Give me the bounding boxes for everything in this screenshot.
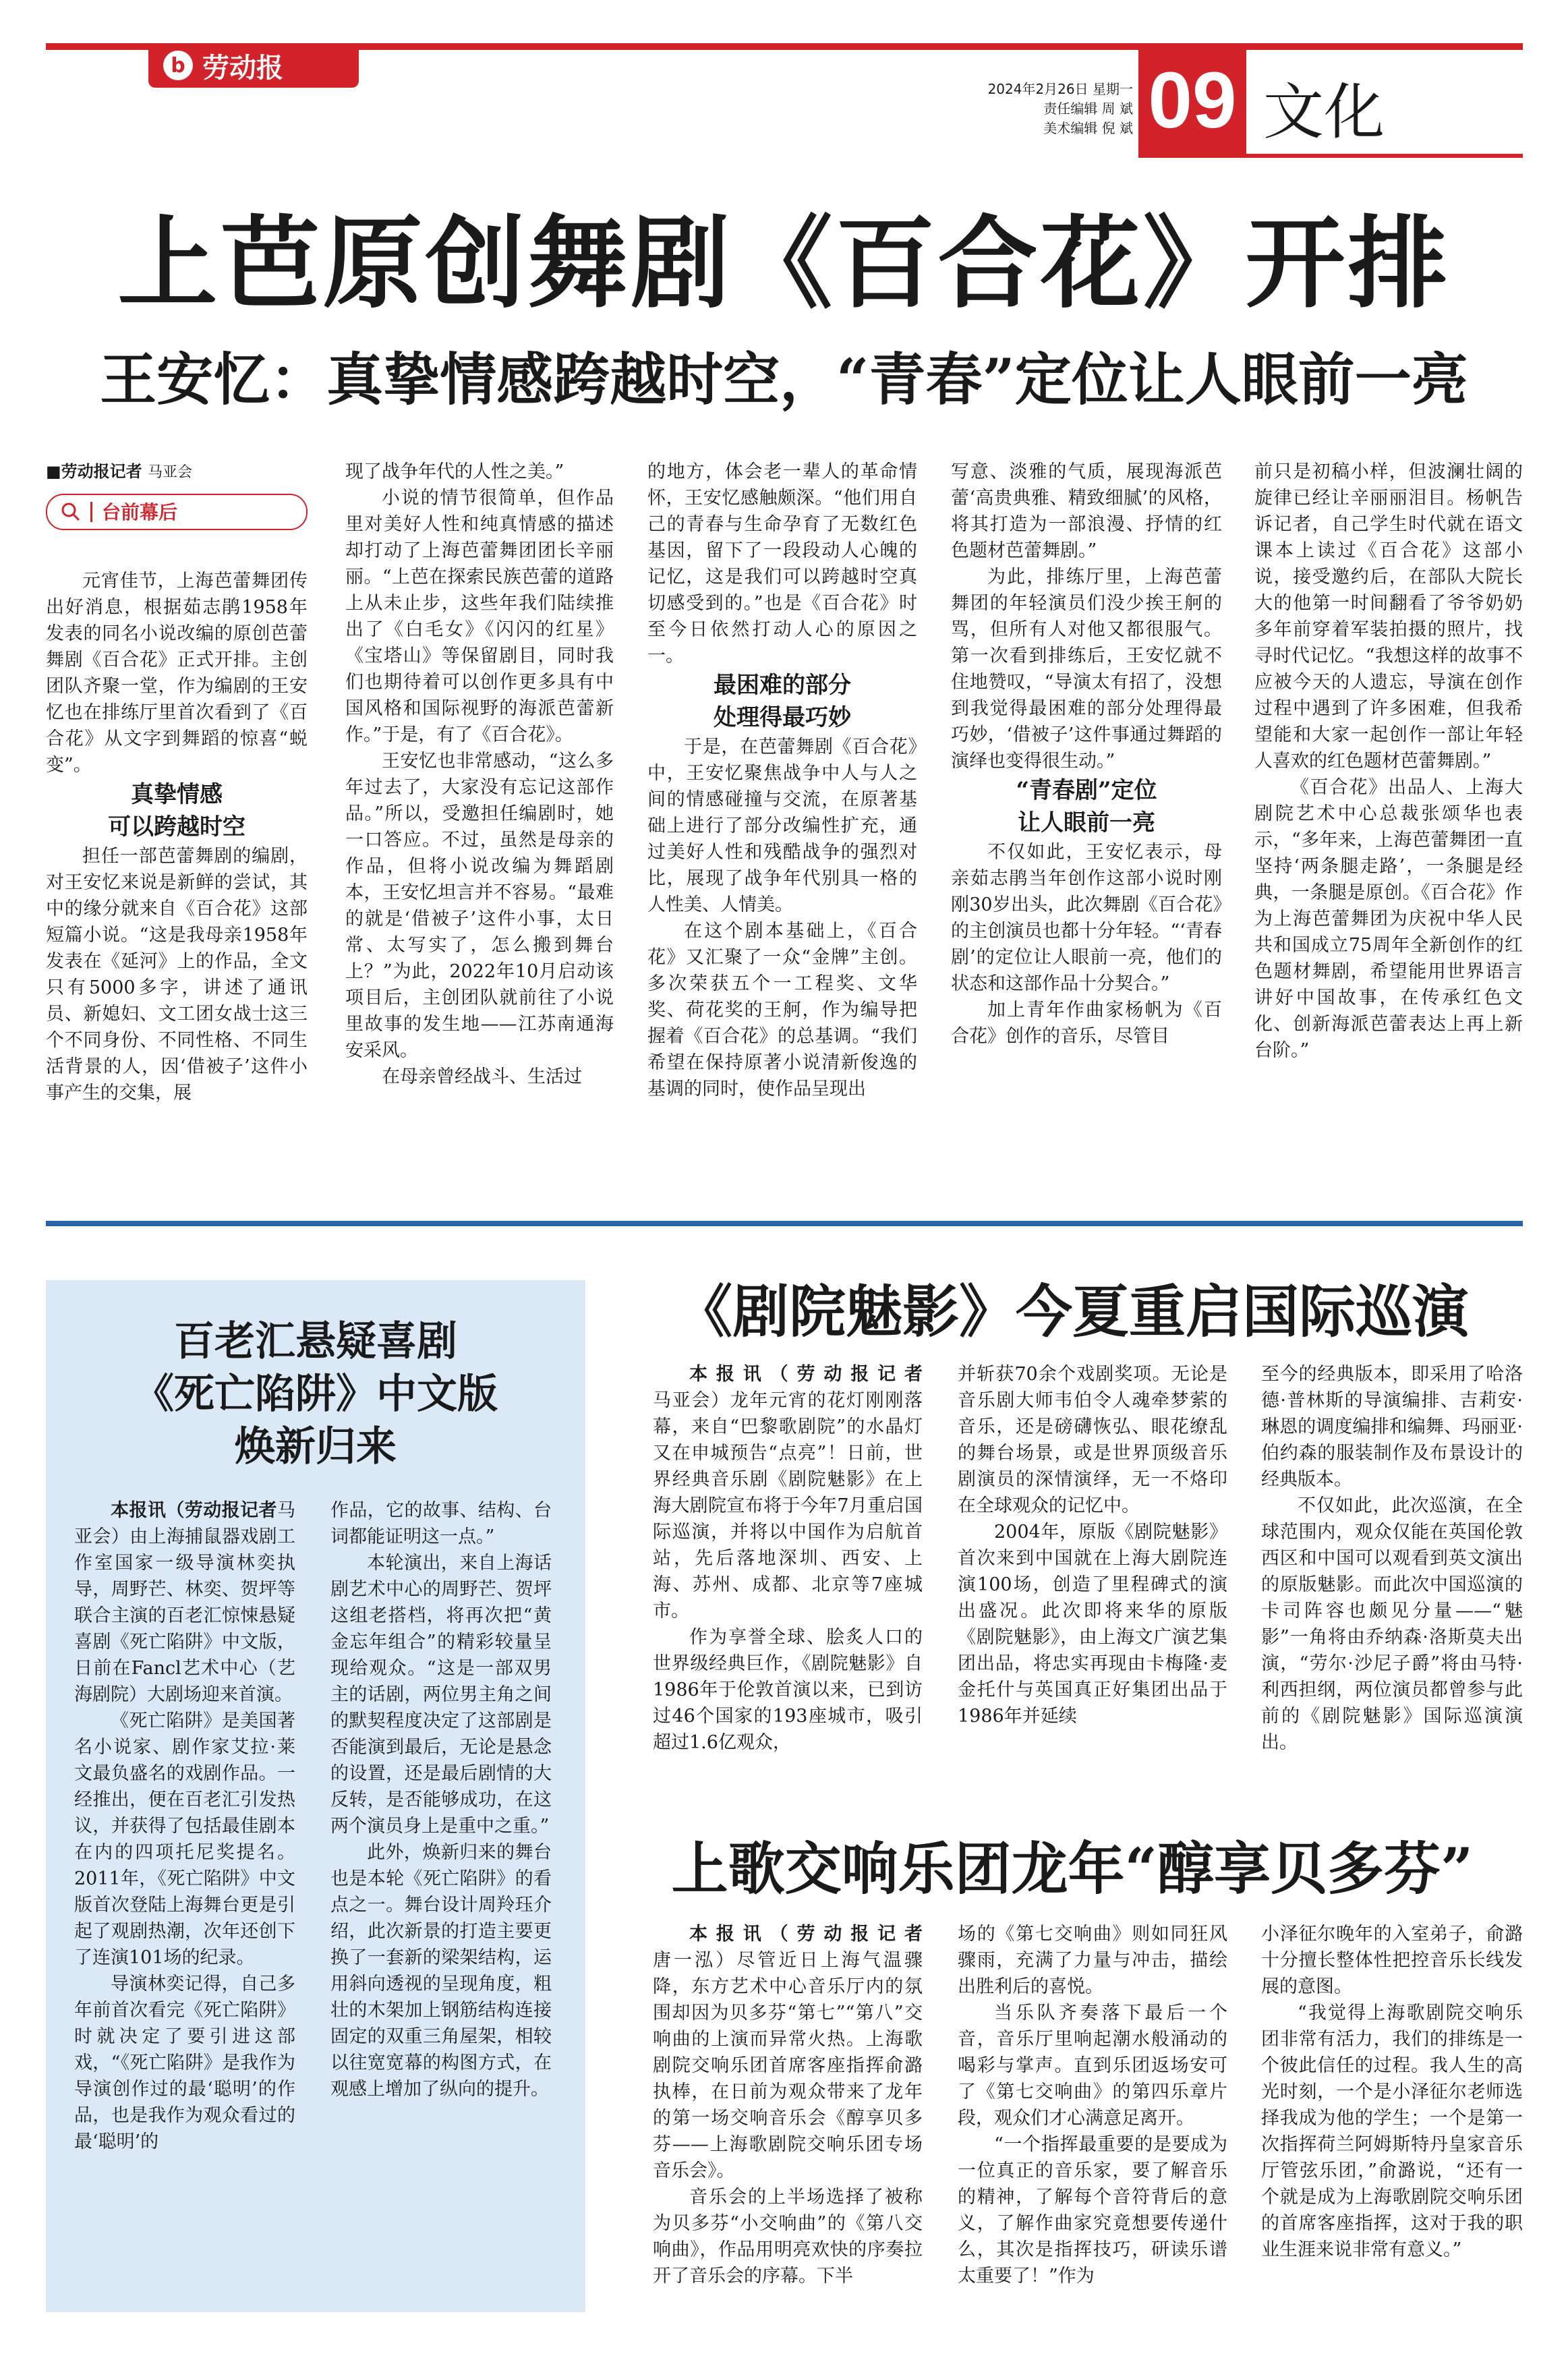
main-headline: 上芭原创舞剧《百合花》开排	[117, 204, 1451, 322]
paragraph: 场的《第七交响曲》则如同狂风骤雨，充满了力量与冲击，描绘出胜利后的喜悦。	[958, 1924, 1227, 1997]
paragraph: 不仅如此，王安忆表示，母亲茹志鹃当年创作这部小说时刚刚30岁出头，此次舞剧《百合花》的主创演员也都十分年轻。“‘青春剧’的定位让人眼前一亮，他们的状态和这部作品十分契合。”	[951, 842, 1222, 994]
paragraph: 小泽征尔晚年的入室弟子，俞潞十分擅长整体性把控音乐长线发展的意图。	[1261, 1924, 1523, 1997]
paragraph: 此外，焕新归来的舞台也是本轮《死亡陷阱》的看点之一。舞台设计周羚珏介绍，此次新景的打造主要更换了一套新的梁架结构，运用斜向透视的呈现角度，粗壮的木架加上钢筋结构连接固定的双重三角屋架，相较以往宽宽幕的构图方式，在观感上增加了纵向的提升。	[330, 1842, 552, 2100]
paragraph: 在母亲曾经战斗、生活过	[382, 1066, 582, 1087]
search-icon	[61, 502, 81, 522]
article1-column-5	[1254, 459, 1523, 1064]
paragraph: 不仅如此，此次巡演，在全球范围内，观众仅能在英国伦敦西区和中国可以观看到英文演出的原版魅影。而此次中国巡演的卡司阵容也颇见分量——“魅影”一角将由乔纳森·洛斯莫夫出演，“劳尔·沙尼子爵”将由马特·利西担纲，两位演员都曾参与此前的《剧院魅影》国际巡演演出。	[1261, 1495, 1523, 1753]
byline	[46, 459, 308, 486]
issue-date: 2024年2月26日 星期一	[987, 81, 1133, 97]
article1-column-1	[46, 459, 308, 1106]
paragraph: 作品，它的故事、结构、台词都能证明这一点。”	[330, 1500, 552, 1547]
lead-label: 本报讯（劳动报记者	[689, 1924, 923, 1945]
lead-label: 本报讯（劳动报记者	[111, 1500, 277, 1521]
article4-headline: 上歌交响乐团龙年“醇享贝多芬”	[671, 1835, 1474, 1902]
section-underline	[1246, 154, 1523, 158]
article3-headline: 《剧院魅影》今夏重启国际巡演	[675, 1278, 1469, 1345]
paragraph: 小说的情节很简单，但作品里对美好人性和纯真情感的描述却打动了上海芭蕾舞团团长辛丽丽。“上芭在探索民族芭蕾的道路上从未止步，这些年我们陆续推出了《白毛女》《闪闪的红星》《宝塔山》等保留剧目，同时我们也期待着可以创作更多具有中国风格和国际视野的海派芭蕾新作。”于是，有了《百合花》。	[345, 488, 614, 745]
byline-name: 马亚会	[148, 464, 193, 481]
section-title: 文化	[1263, 76, 1385, 148]
paragraph: “一个指挥最重要的是要成为一位真正的音乐家，要了解音乐的精神，了解每个音符背后的意义，了解作曲家究竟想要传递什么，其次是指挥技巧，研读乐谱太重要了！”作为	[958, 2134, 1227, 2287]
paragraph: 在这个剧本基础上，《百合花》又汇聚了一众“金牌”主创。多次荣获五个一工程奖、文华奖、荷花奖的王舸，作为编导把握着《百合花》的总基调。“我们希望在保持原著小说清新俊逸的基调的同时，使作品呈现出	[647, 921, 917, 1099]
paragraph: 并斩获70余个戏剧奖项。无论是音乐剧大师韦伯令人魂牵梦萦的音乐，还是磅礴恢弘、眼花缭乱的舞台场景，或是世界顶级音乐剧演员的深情演绎，无一不烙印在全球观众的记忆中。	[958, 1364, 1227, 1516]
article4-column-3	[1261, 1921, 1523, 2263]
article3-column-1	[653, 1361, 923, 1756]
paragraph: 现了战争年代的人性之美。”	[345, 461, 564, 482]
paragraph: 尽管近日上海气温骤降，东方艺术中心音乐厅内的氛围却因为贝多芬“第七”“第八”交响曲的上演而异常火热。上海歌剧院交响乐团首席客座指挥俞潞执棒，在日前为观众带来了龙年的第一场交响音乐会《醇享贝多芬——上海歌剧院交响乐团专场音乐会》。	[653, 1950, 923, 2181]
paragraph: 《死亡陷阱》是美国著名小说家、剧作家艾拉·莱文最负盛名的戏剧作品。一经推出，便在百老汇引发热议，并获得了包括最佳剧本在内的四项托尼奖提名。2011年，《死亡陷阱》中文版首次登陆上海舞台更是引起了观剧热潮，次年还创下了连演101场的纪录。	[74, 1711, 295, 1968]
subheading: 真挚情感 可以跨越时空	[108, 781, 245, 840]
lead	[653, 1921, 923, 2184]
paragraph: 前只是初稿小样，但波澜壮阔的旋律已经让辛丽丽泪目。杨帆告诉记者，自己学生时代就在语文课本上读过《百合花》这部小说，接受邀约后，在部队大院长大的他第一时间翻看了爷爷奶奶多年前穿着军装拍摄的照片，找寻时代记忆。“我想这样的故事不应被今天的人遗忘，导演在创作过程中遇到了许多困难，但我希望能和大家一起创作一部让年轻人喜欢的红色题材芭蕾舞剧。”	[1254, 461, 1523, 772]
paragraph: 作为享誉全球、脍炙人口的世界级经典巨作，《剧院魅影》自1986年于伦敦首演以来，已到访过46个国家的193座城市，吸引超过1.6亿观众，	[653, 1627, 923, 1753]
section-tag[interactable]	[46, 494, 308, 530]
paper-logo[interactable]	[148, 43, 359, 88]
article1-column-2	[345, 459, 614, 1090]
lead-label: 本报讯（劳动报记者	[689, 1364, 923, 1385]
byline-label: ■劳动报记者	[46, 462, 142, 481]
section-divider	[46, 1221, 1523, 1226]
paragraph: 为此，排练厅里，上海芭蕾舞团的年轻演员们没少挨王舸的骂，但所有人对他又都很服气。第一次看到排练后，王安忆就不住地赞叹，“导演太有招了，没想到我觉得最困难的部分处理得最巧妙，‘借被子’这件事通过舞蹈的演绎也变得很生动。”	[951, 567, 1222, 772]
paragraph: 元宵佳节，上海芭蕾舞团传出好消息，根据茹志鹃1958年发表的同名小说改编的原创芭蕾舞剧《百合花》正式开排。主创团队齐聚一堂，作为编剧的王安忆也在排练厅里首次看到了《百合花》从文字到舞蹈的惊喜“蜕变”。	[46, 571, 308, 776]
art-editor: 美术编辑 倪 斌	[1043, 120, 1133, 136]
paragraph: 导演林奕记得，自己多年前首次看完《死亡陷阱》时就决定了要引进这部戏，“《死亡陷阱》是我作为导演创作过的最‘聪明’的作品，也是我作为观众看过的最‘聪明’的	[74, 1974, 295, 2152]
article4-column-2	[958, 1921, 1227, 2289]
paragraph: 王安忆也非常感动，“这么多年过去了，大家没有忘记这部作品。”所以，受邀担任编剧时，她一口答应。不过，虽然是母亲的作品，但将小说改编为舞蹈剧本，王安忆坦言并不容易。“最难的就是‘借被子’这件小事，太日常、太写实了，怎么搬到舞台上？”为此，2022年10月启动该项目后，主创团队就前往了小说里故事的发生地——江苏南通海安采风。	[345, 751, 614, 1061]
lead	[653, 1361, 923, 1624]
article3-column-2	[958, 1361, 1227, 1729]
lead-name: 唐一泓）	[653, 1950, 737, 1971]
subheading: “青春剧”定位 让人眼前一亮	[1016, 777, 1157, 836]
article3-column-3	[1261, 1361, 1523, 1756]
paragraph: “我觉得上海歌剧院交响乐团非常有活力，我们的排练是一个彼此信任的过程。我人生的高光时刻，一个是小泽征尔老师选择我成为他的学生；一个是第一次指挥荷兰阿姆斯特丹皇家音乐厅管弦乐团，”俞潞说，“还有一个就是成为上海歌剧院交响乐团的首席客座指挥，这对于我的职业生涯来说非常有意义。”	[1261, 2003, 1523, 2260]
paragraph: 担任一部芭蕾舞剧的编剧，对王安忆来说是新鲜的尝试，其中的缘分就来自《百合花》这部短篇小说。“这是我母亲1958年发表在《延河》上的作品，全文只有5000多字，讲述了通讯员、新媳妇、文工团女战士这三个不同身份、不同性格、不同生活背景的人，因‘借被子’这件小事产生的交集，展	[46, 846, 308, 1103]
article2-column-2	[330, 1497, 552, 2102]
paragraph: 本轮演出，来自上海话剧艺术中心的周野芒、贺坪这组老搭档，将再次把“黄金忘年组合”的精彩较量呈现给观众。“这是一部双男主的话剧，两位男主角之间的默契程度决定了这部剧是否能演到最后，无论是悬念的设置，还是最后剧情的大反转，是否能够成功，在这两个演员身上是重中之重。”	[330, 1553, 552, 1837]
article4-column-1	[653, 1921, 923, 2289]
paragraph: 当乐队齐奏落下最后一个音，音乐厅里响起潮水般涌动的喝彩与掌声。直到乐团返场安可了《第七交响曲》的第四乐章片段，观众们才心满意足离开。	[958, 2003, 1227, 2129]
article1-column-4	[951, 459, 1222, 1050]
paper-name: 劳动报	[202, 51, 283, 84]
page-number: 09	[1138, 43, 1246, 158]
issue-meta	[917, 80, 1133, 138]
paragraph: 的地方，体会老一辈人的革命情怀，王安忆感触颇深。“他们用自己的青春与生命孕育了无数红色基因，留下了一段段动人心魄的记忆，这是我们可以跨越时空真切感受到的。”也是《百合花》时至今日依然打动人心的原因之一。	[647, 461, 917, 666]
paragraph: 音乐会的上半场选择了被称为贝多芬“小交响曲”的《第八交响曲》，作品用明亮欢快的序奏拉开了音乐会的序幕。下半	[653, 2187, 923, 2287]
paragraph: 《百合花》出品人、上海大剧院艺术中心总裁张颂华也表示，“多年来，上海芭蕾舞团一直坚持‘两条腿走路’，一条腿是经典，一条腿是原创。《百合花》作为上海芭蕾舞团为庆祝中华人民共和国成立75周年全新创作的红色题材舞剧，希望能用世界语言讲好中国故事，在传承红色文化、创新海派芭蕾表达上再上新台阶。”	[1254, 777, 1523, 1061]
subheading: 最困难的部分 处理得最巧妙	[714, 672, 851, 731]
responsible-editor: 责任编辑 周 斌	[1043, 100, 1133, 117]
paragraph: 龙年元宵的花灯刚刚落幕，来自“巴黎歌剧院”的水晶灯又在申城预告“点亮”！日前，世界经典音乐剧《剧院魅影》在上海大剧院宣布将于今年7月重启国际巡演，并将以中国作为启航首站，先后落地深圳、西安、上海、苏州、成都、北京等7座城市。	[653, 1390, 923, 1621]
lead-name: 马亚会）	[74, 1500, 295, 1547]
newspaper-logo-icon: b	[163, 51, 193, 80]
paragraph: 至今的经典版本，即采用了哈洛德·普林斯的导演编排、吉莉安·琳恩的调度编排和编舞、玛丽亚·伯约森的服装制作及布景设计的经典版本。	[1261, 1364, 1523, 1490]
paragraph: 2004年，原版《剧院魅影》首次来到中国就在上海大剧院连演100场，创造了里程碑式的演出盛况。此次即将来华的原版《剧院魅影》，由上海文广演艺集团出品，将忠实再现由卡梅隆·麦金托什与英国真正好集团出品于1986年并延续	[958, 1522, 1227, 1727]
paragraph: 加上青年作曲家杨帆为《百合花》创作的音乐，尽管目	[951, 1000, 1222, 1047]
lead	[74, 1497, 295, 1708]
tag-separator	[90, 502, 92, 522]
main-subheadline: 王安忆：真挚情感跨越时空，“青春”定位让人眼前一亮	[100, 346, 1468, 413]
paragraph: 于是，在芭蕾舞剧《百合花》中，王安忆聚焦战争中人与人之间的情感碰撞与交流，在原著基础上进行了部分改编性扩充，通过美好人性和残酷战争的强烈对比，展现了战争年代别具一格的人性美、人情美。	[647, 737, 917, 915]
paragraph: 由上海捕鼠器戏剧工作室国家一级导演林奕执导，周野芒、林奕、贺坪等联合主演的百老汇惊悚悬疑喜剧《死亡陷阱》中文版，日前在Fancl艺术中心（艺海剧院）大剧场迎来首演。	[74, 1526, 296, 1705]
lead-name: 马亚会）	[653, 1390, 730, 1411]
tag-label: 台前幕后	[102, 500, 178, 523]
paragraph: 写意、淡雅的气质，展现海派芭蕾‘高贵典雅、精致细腻’的风格，将其打造为一部浪漫、抒情的红色题材芭蕾舞剧。”	[951, 461, 1222, 561]
article2-headline: 百老汇悬疑喜剧 《死亡陷阱》中文版 焕新归来	[134, 1318, 498, 1470]
article2-column-1	[74, 1497, 295, 2155]
article1-column-3	[647, 459, 917, 1102]
